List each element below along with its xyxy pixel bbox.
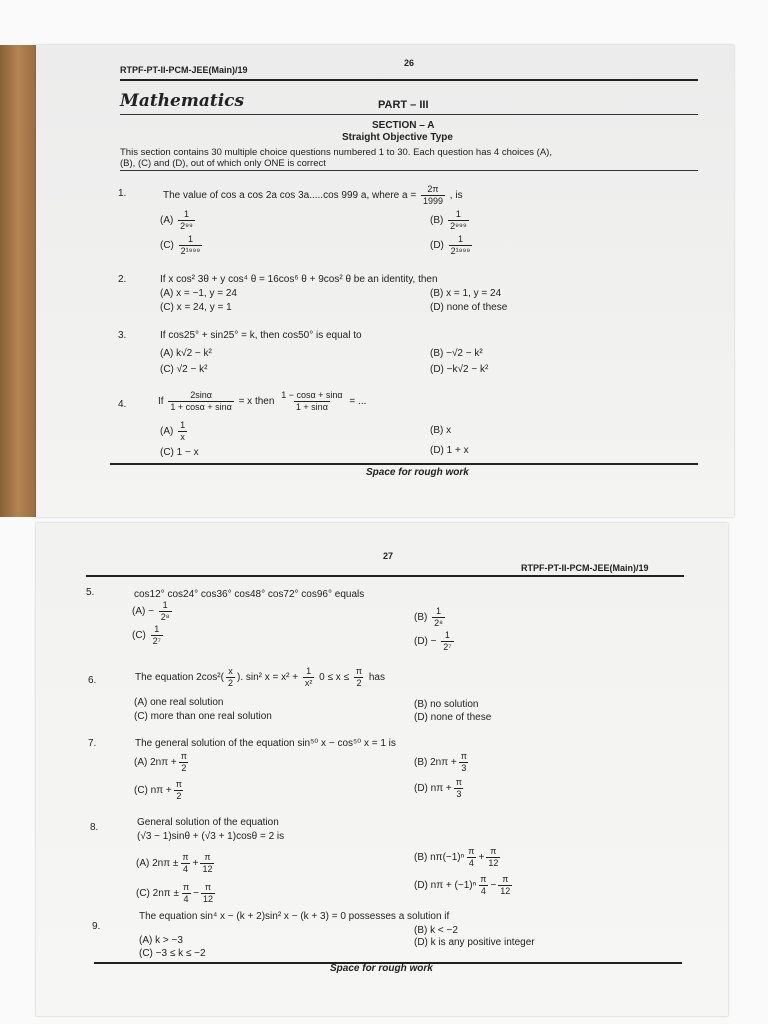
- instructions-rule: [120, 170, 698, 171]
- option-b: (B) x: [430, 425, 452, 436]
- question-4-text: If $\frac{2\sin\alpha}{1 + \cos\alpha + \sin\alpha}$ = x then $\frac{1 - \cos\alpha + \sin\alpha}{1 + \sin\alpha}$ = ...: [158, 390, 367, 412]
- instructions-line-2: (B), (C) and (D), out of which only ONE is correct: [120, 158, 326, 169]
- page-27: [36, 523, 728, 1016]
- question-number: 6.: [88, 675, 97, 686]
- instructions-line-1: This section contains 30 multiple choice questions numbered 1 to 30. Each question has 4 choices (A),: [120, 147, 552, 158]
- rough-work-label: Space for rough work: [330, 963, 433, 974]
- option-d: (D) nπ + $\frac{\pi}{3}$: [414, 777, 462, 799]
- option-a: (A) 2nπ ± $\frac{\pi}{4}$ + $\frac{\pi}{12}$: [136, 852, 213, 874]
- option-b: (B) k < −2: [414, 925, 458, 936]
- option-d: (D) 1 + x: [430, 445, 469, 456]
- option-d: (D) k is any positive integer: [414, 937, 535, 948]
- paper-code: RTPF-PT-II-PCM-JEE(Main)/19: [521, 563, 649, 573]
- option-c: (C) more than one real solution: [134, 711, 272, 722]
- question-8-equation: (√3 − 1)sinθ + (√3 + 1)cosθ = 2 is: [137, 831, 285, 842]
- option-b: (B) −√2 − k²: [430, 348, 483, 359]
- option-d: (D) $\frac{1}{\text{2¹⁹⁹⁹}}$: [430, 234, 471, 256]
- question-number: 9.: [92, 921, 101, 932]
- part-label: PART – III: [378, 99, 429, 111]
- page-26: [36, 45, 734, 517]
- option-c: (C) $\frac{1}{\text{2⁷}}$: [132, 624, 161, 646]
- option-c: (C) √2 − k²: [160, 364, 208, 375]
- title-rule: [120, 114, 698, 115]
- wooden-table-background: [0, 45, 36, 517]
- option-c: (C) −3 ≤ k ≤ −2: [139, 948, 206, 959]
- option-d: (D) none of these: [414, 712, 492, 723]
- option-b: (B) x = 1, y = 24: [430, 288, 502, 299]
- option-c: (C) $\frac{1}{\text{2¹⁹⁹⁹}}$: [160, 234, 201, 256]
- page-number: 27: [383, 551, 394, 561]
- section-label: SECTION – A: [372, 120, 435, 131]
- question-number: 4.: [118, 399, 127, 410]
- option-a: (A) 2nπ + $\frac{\pi}{2}$: [134, 751, 187, 773]
- question-number: 7.: [88, 738, 97, 749]
- rough-work-label: Space for rough work: [366, 467, 469, 478]
- question-number: 2.: [118, 274, 127, 285]
- question-number: 5.: [86, 587, 95, 598]
- option-d: (D) none of these: [430, 302, 508, 313]
- option-a: (A) $\frac{1}{\text{2⁹⁹}}$: [160, 209, 193, 231]
- question-number: 3.: [118, 330, 127, 341]
- option-a: (A) one real solution: [134, 697, 224, 708]
- header-rule: [120, 79, 698, 81]
- question-8-text: General solution of the equation: [137, 817, 279, 828]
- question-5-text: cos12° cos24° cos36° cos48° cos72° cos96° equals: [134, 589, 365, 600]
- option-a: (A) k√2 − k²: [160, 348, 212, 359]
- question-1-text: The value of cos a cos 2a cos 3a.....cos 999 a, where a = $\frac{2\pi}{1999}$ , is: [163, 184, 463, 206]
- question-3-text: If cos25° + sin25° = k, then cos50° is equal to: [160, 330, 362, 341]
- section-type: Straight Objective Type: [342, 132, 453, 143]
- option-b: (B) 2nπ + $\frac{\pi}{3}$: [414, 751, 467, 773]
- option-b: (B) nπ(−1)ⁿ $\frac{\pi}{4}$ + $\frac{\pi}{12}$: [414, 846, 499, 868]
- question-2-text: If x cos² 3θ + y cos⁴ θ = 16cos⁶ θ + 9cos² θ be an identity, then: [160, 274, 438, 285]
- question-7-text: The general solution of the equation sin⁵⁰ x − cos⁵⁰ x = 1 is: [135, 738, 396, 749]
- option-a: (A) − $\frac{1}{\text{2⁸}}$: [132, 600, 170, 622]
- header-rule: [86, 575, 684, 577]
- footer-rule: [110, 463, 698, 465]
- option-b: (B) $\frac{1}{\text{2⁸}}$: [414, 606, 443, 628]
- subject-title: Mathematics: [120, 91, 245, 111]
- option-d: (D) − $\frac{1}{\text{2⁷}}$: [414, 630, 452, 652]
- question-number: 8.: [90, 822, 99, 833]
- option-b: (B) $\frac{1}{\text{2⁹⁹⁹}}$: [430, 209, 467, 231]
- option-c: (C) 2nπ ± $\frac{\pi}{4}$ − $\frac{\pi}{12}$: [136, 882, 214, 904]
- option-a: (A) x = −1, y = 24: [160, 288, 237, 299]
- paper-code: RTPF-PT-II-PCM-JEE(Main)/19: [120, 65, 248, 75]
- option-c: (C) x = 24, y = 1: [160, 302, 232, 313]
- option-c: (C) nπ + $\frac{\pi}{2}$: [134, 779, 182, 801]
- option-c: (C) 1 − x: [160, 447, 199, 458]
- question-number: 1.: [118, 188, 127, 199]
- question-9-text: The equation sin⁴ x − (k + 2)sin² x − (k + 3) = 0 possesses a solution if: [139, 911, 450, 922]
- option-a: (A) $\frac{1}{x}$: [160, 420, 186, 442]
- option-b: (B) no solution: [414, 699, 479, 710]
- question-6-text: The equation 2cos²( $\frac{x}{2}$ ). sin² x = x² + $\frac{1}{\text{x²}}$ 0 ≤ x ≤ $\frac{\pi}{2}$ has: [135, 666, 385, 688]
- option-a: (A) k > −3: [139, 935, 183, 946]
- option-d: (D) −k√2 − k²: [430, 364, 489, 375]
- page-number: 26: [404, 58, 415, 68]
- option-d: (D) nπ + (−1)ⁿ $\frac{\pi}{4}$ − $\frac{\pi}{12}$: [414, 874, 511, 896]
